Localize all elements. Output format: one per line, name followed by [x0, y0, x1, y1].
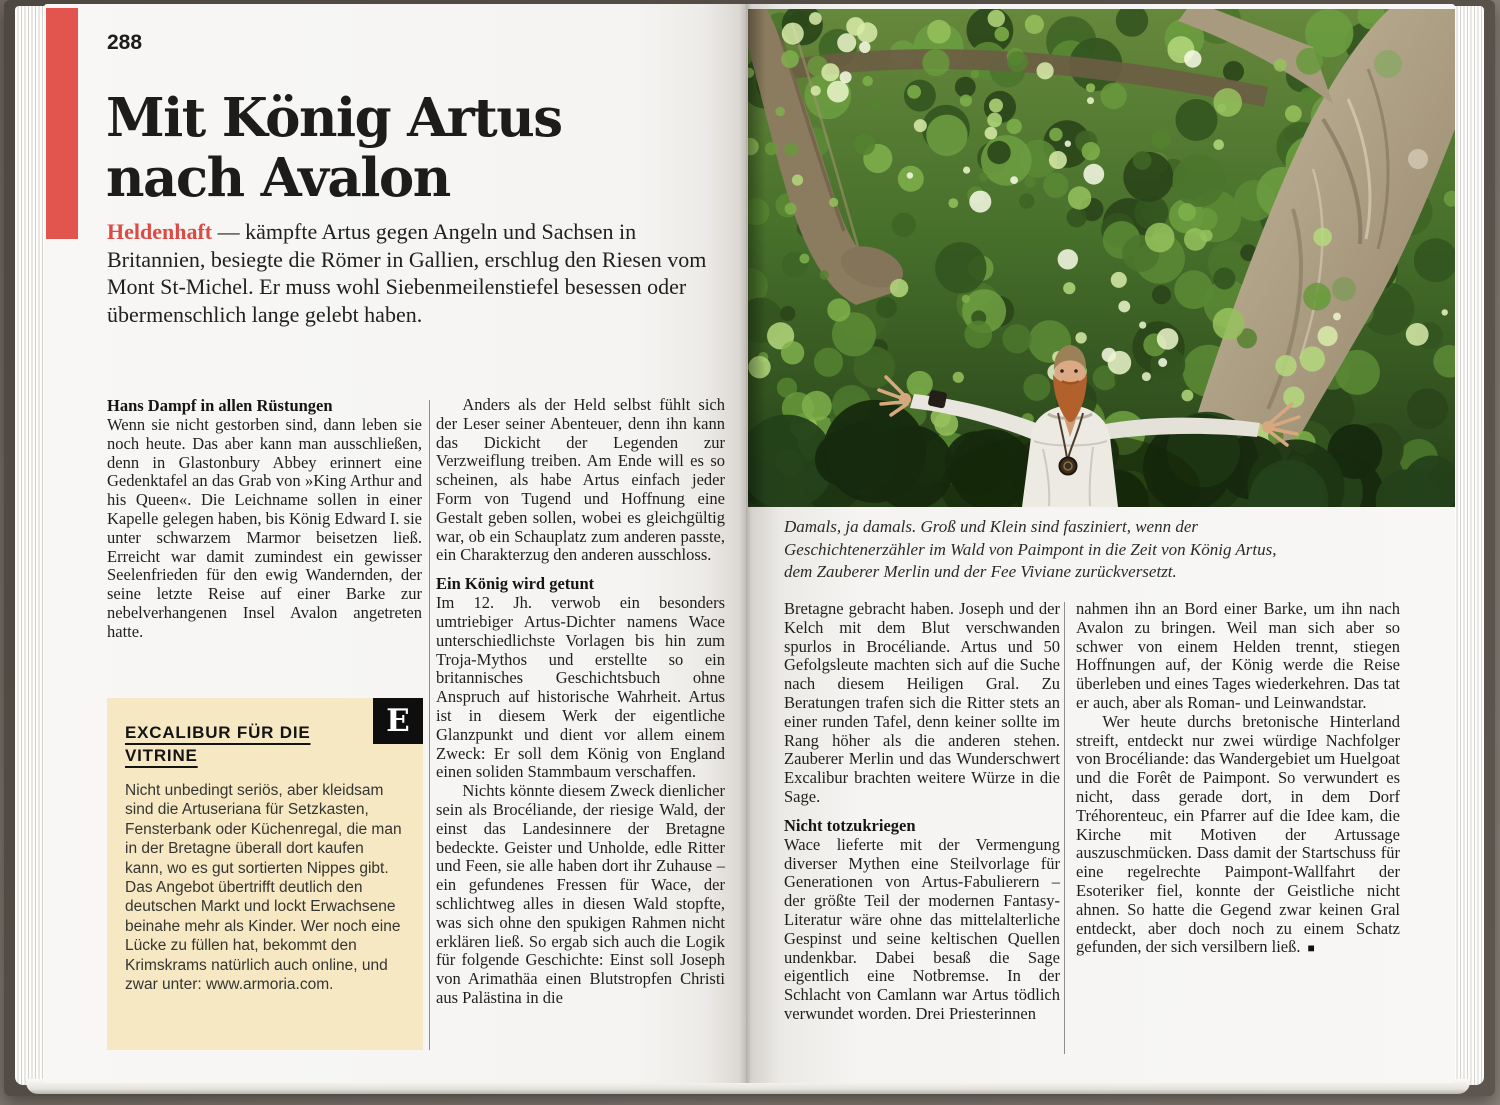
- page-number: 288: [107, 31, 143, 54]
- figure-eye-left: [1060, 369, 1064, 373]
- end-mark: ■: [1307, 941, 1315, 956]
- accent-bar: [46, 8, 78, 239]
- photo-caption: Damals, ja damals. Groß und Klein sind fasziniert, wenn der Geschichtenerzähler im Wald von Paimpont in die Zeit von König Artus, dem Zauberer Merlin und der Fee Viviane zurückversetzt.: [784, 517, 1277, 581]
- photo-illustration: [748, 9, 1455, 507]
- body-paragraph: Im 12. Jh. verwob ein besonders umtriebiger Artus-Dichter namens Wace unterschiedlichste Vorlagen bis hin zum Troja-Mythos und erstellte so ein britannisches Geschichtsbuch ohne Anspruch auf historische Wahrheit. Artus ist in diesem Werk der eigentliche Glanzpunkt und dient vor allem einem Zweck: Er soll dem König von England einen soliden Stammbaum verschaffen.: [436, 593, 725, 782]
- right-page: [746, 4, 1455, 1083]
- closing-paragraph-text: Wer heute durchs bretonische Hinterland streift, entdeckt nur zwei würdige Nachfolger von Brocéliande: das Wandergebiet um Huelgoat und die Forêt de Paimpont. So verwundert es nicht, dass gerade dort, in dem Dorf Tréhorenteuc, ein Pfarrer auf die Idee kam, die Kirche mit Motiven der Artussage auszuschmücken. Dass damit der Startschuss für eine regelrechte Paimpont-Wallfahrt der Esoteriker fiel, konnte der Geistliche nicht ahnen. So hatte die Gegend zwar keinen Gral entdeckt, aber doch noch zu einem Schatz gefunden, der sich versilbern ließ.: [1076, 711, 1400, 957]
- column-divider-right-page: [1064, 602, 1065, 1054]
- page-stack-left: [15, 6, 46, 1085]
- body-paragraph: Anders als der Held selbst fühlt sich der Leser seiner Abenteuer, denn ihn kann das Dickicht der Legenden zur Verzweiflung treiben. Am Ende will es so scheinen, als habe Artus einfach jeder Form von Tugend und Hoffnung eine Gestalt geben sollen, wobei es gleichgültig war, ob ein Schauplatz zum anderen passte, ein Charakterzug den anderen ausschloss.: [436, 395, 725, 565]
- title-line-2: nach Avalon: [106, 147, 450, 209]
- body-paragraph: Wenn sie nicht gestorben sind, dann leben sie noch heute. Das aber kann man ausschließen, denn in Glastonbury Abbey erinnert eine Gedenktafel an das Grab von »King Arthur and his Queen«. Die Leichname sollen in einer Kapelle gelegen haben, bis König Edward I. sie unter schwarzem Marmor beisetzen ließ. Erreicht war damit zumindest ein gewisser Seelenfrieden für den ewig Wandernden, der seine letzte Reise auf einer Barke zur nebelverhangenen Insel Avalon angetreten hatte.: [107, 415, 422, 641]
- info-box-initial-badge: [373, 698, 423, 744]
- section-heading-nicht-totzukriegen: Nicht totzukriegen: [784, 815, 916, 835]
- figure-pendant: [1060, 458, 1077, 475]
- body-paragraph: Bretagne gebracht haben. Joseph und der Kelch mit dem Blut verschwanden spurlos in Brocéliande. Artus und 50 Gefolgsleute machten sich auf die Suche nach diesem Heiligen Gral. Zu Beratungen trafen sich die Ritter stets an einer runden Tafel, denn keiner sollte im Rang höher als die anderen stehen. Zauberer Merlin und das Wunderschwert Excalibur brachten weitere Würze in die Sage.: [784, 599, 1060, 806]
- storyteller-forest-photo: [748, 9, 1455, 507]
- photo-gutter-shadow: [748, 9, 766, 507]
- lead-paragraph: [107, 218, 725, 328]
- info-box-title: EXCALIBUR FÜR DIE VITRINE: [125, 723, 311, 765]
- body-paragraph: Nichts könnte diesem Zweck dienlicher sein als Brocéliande, der riesige Wald, der einst das Landesinnere der Bretagne bedeckte. Geister und Unholde, edle Ritter und Feen, sie alle haben dort ihr Zuhause – ein gefundenes Fressen für Wace, der schlichtweg alles in diesen Wald stopfte, was sich ohne den spukigen Rahmen nicht erklären ließ. So ergab sich auch die Logik für folgende Geschichte: Einst soll Joseph von Arimathäa einen Blutstropfen Christi aus Palästina in die: [436, 781, 725, 1007]
- figure-eye-right: [1074, 369, 1078, 373]
- lead-keyword: Heldenhaft: [107, 219, 213, 244]
- right-column-2: [1076, 600, 1400, 958]
- info-box-body: Nicht unbedingt seriös, aber kleidsam sind die Artuseriana für Setzkasten, Fensterbank oder Küchenregal, die man in der Bretagne überall dort kaufen kann, wo es gut sortierten Nippes gibt. Das Angebot übertrifft deutlich den deutschen Markt und lockt Erwachsene beinahe mehr als Kinder. Wer noch eine Lücke zu füllen hat, bekommt den Krimskrams natürlich auch online, und zwar unter: www.armoria.com.: [125, 782, 402, 994]
- section-heading-koenig-getunt: Ein König wird getunt: [436, 574, 595, 594]
- info-box-initial-letter: E: [386, 703, 410, 739]
- body-paragraph: nahmen ihn an Bord einer Barke, um ihn nach Avalon zu bringen. Weil man sich aber so schwer von einem Helden trennt, stiegen Hoffnungen auf, der König werde die Reise überleben und eines Tages wiederkehren. Das tat er auch, aber als Roman- und Leinwandstar.: [1076, 599, 1400, 712]
- left-page: [44, 4, 746, 1083]
- section-heading-hans-dampf: Hans Dampf in allen Rüstungen: [107, 396, 333, 415]
- article-title: [106, 88, 562, 208]
- body-paragraph: Wace lieferte mit der Vermengung diverser Mythen eine Steilvorlage für Generationen von Artus-Fabulierern – der größte Teil der modernen Fantasy-Literatur wäre ohne das mittelalterliche Gespinst und seine keltischen Quellen undenkbar. Dabei besaß die Sage eigentlich eine Notbremse. In der Schlacht von Camlann war Artus tödlich verwundet worden. Drei Priesterinnen: [784, 834, 1060, 1023]
- left-column-1: [107, 396, 422, 642]
- info-box-excalibur: [107, 698, 423, 1050]
- right-column-1: [784, 600, 1060, 1024]
- title-line-1: Mit König Artus: [106, 87, 562, 149]
- lead-text: — kämpfte Artus gegen Angeln und Sachsen in Britannien, besiegte die Römer in Gallien, erschlug den Riesen vom Mont St-Michel. Er muss wohl Siebenmeilenstiefel besessen oder übermenschlich lange gelebt haben.: [107, 219, 707, 327]
- column-divider-left-page: [429, 400, 430, 1050]
- left-column-2: [436, 396, 725, 1008]
- body-paragraph: [1076, 713, 1400, 958]
